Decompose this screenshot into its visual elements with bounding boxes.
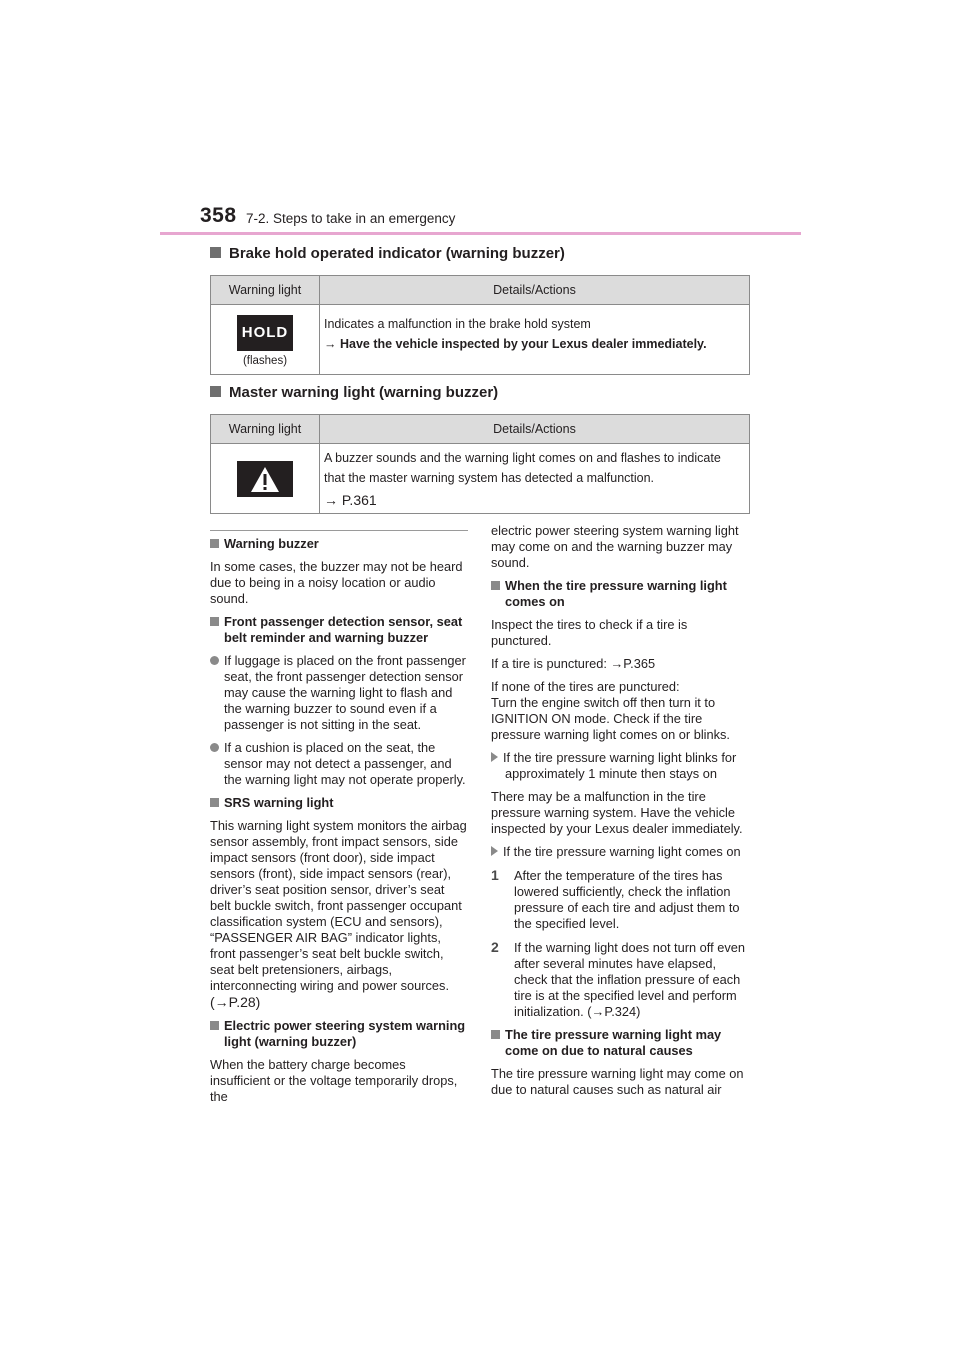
right-column [491, 523, 749, 1105]
icon-caption: (flashes) [242, 355, 288, 367]
subhead-srs: SRS warning light [210, 795, 468, 811]
square-bullet-icon [210, 386, 221, 397]
subhead-tire-pressure: When the tire pressure warning light comes on [491, 578, 749, 610]
detail-text: A buzzer sounds and the warning light comes on and flashes to indicate that the master warning system has detected a malfunction. [324, 451, 721, 485]
col-header-warning-light: Warning light [211, 276, 320, 305]
list-item: If luggage is placed on the front passenger seat, the front passenger detection sensor may cause the warning light to flash and the warning buzzer to sound even if a passenger is not sitting in the seat. [210, 653, 468, 733]
square-bullet-icon [491, 581, 500, 590]
col-header-warning-light: Warning light [211, 415, 320, 444]
details-cell [320, 444, 750, 514]
paragraph: Inspect the tires to check if a tire is punctured. [491, 617, 688, 648]
square-bullet-icon [210, 1021, 219, 1030]
srs-page-ref: (→P.28) [210, 994, 261, 1010]
paragraph: If none of the tires are punctured: Turn the engine switch off then turn it to IGNITION ON mode. Check if the tire pressure warning light comes on or blinks. [491, 679, 730, 742]
subhead-front-passenger: Front passenger detection sensor, seat belt reminder and warning buzzer [210, 614, 468, 646]
detail-action: → Have the vehicle inspected by your Lexus dealer immediately. [324, 337, 707, 351]
details-cell [320, 305, 750, 375]
left-column [210, 536, 468, 1112]
subhead-natural-causes: The tire pressure warning light may come on due to natural causes [491, 1027, 749, 1059]
step-item: 1 After the temperature of the tires has lowered sufficiently, check the inflation pressure of each tire and adjust them to the specified level. [491, 867, 740, 931]
warning-light-cell [211, 305, 320, 375]
triangle-bullet-icon [491, 846, 498, 856]
section-title-text: Brake hold operated indicator (warning buzzer) [229, 245, 565, 262]
paragraph: There may be a malfunction in the tire pressure warning system. Have the vehicle inspected by your Lexus dealer immediately. [491, 789, 743, 836]
subhead-comes-on: If the tire pressure warning light comes on [491, 844, 749, 860]
col-header-details: Details/Actions [320, 415, 750, 444]
section-title-master-warning [210, 384, 498, 401]
subhead-blinks: If the tire pressure warning light blinks for approximately 1 minute then stays on [491, 750, 749, 782]
section-title-text: Master warning light (warning buzzer) [229, 384, 499, 401]
master-warning-table [210, 414, 750, 514]
step-item: 2 If the warning light does not turn off even after several minutes have elapsed, check that the inflation pressure of each tire is at the specified level and perform initialization. (→P.324) [491, 939, 745, 1019]
warning-light-cell [211, 444, 320, 514]
subhead-eps: Electric power steering system warning light (warning buzzer) [210, 1018, 468, 1050]
header-rule [160, 232, 801, 235]
square-bullet-icon [491, 1030, 500, 1039]
chapter-title: 7-2. Steps to take in an emergency [246, 211, 456, 226]
detail-text: Indicates a malfunction in the brake hold system [324, 317, 591, 331]
circle-bullet-icon [210, 743, 219, 752]
brake-hold-table [210, 275, 750, 375]
paragraph: electric power steering system warning light may come on and the warning buzzer may sound. [491, 523, 739, 570]
subhead-warning-buzzer: Warning buzzer [210, 536, 468, 552]
square-bullet-icon [210, 539, 219, 548]
square-bullet-icon [210, 247, 221, 258]
circle-bullet-icon [210, 656, 219, 665]
list-item: If a cushion is placed on the seat, the sensor may not detect a passenger, and the warning light may not operate properly. [210, 740, 468, 788]
step-number: 2 [491, 939, 499, 955]
col-header-details: Details/Actions [320, 276, 750, 305]
section-title-brake-hold [210, 245, 565, 262]
triangle-bullet-icon [491, 752, 498, 762]
step-number: 1 [491, 867, 499, 883]
square-bullet-icon [210, 798, 219, 807]
table-header-row [211, 415, 750, 444]
paragraph: The tire pressure warning light may come on due to natural causes such as natural air [491, 1066, 744, 1097]
detail-ref: → P.361 [324, 492, 377, 508]
table-header-row [211, 276, 750, 305]
master-warning-icon [237, 461, 293, 497]
paragraph: This warning light system monitors the airbag sensor assembly, front impact sensors, side impact sensors (front door), side impact sensors (front), side impact sensors (rear), driver’s seat position sensor, driver’s seat belt buckle switch, front passenger occupant classification system (ECU and sensors), “PASSENGER AIR BAG” indicator lights, front passenger’s seat belt buckle switch, seat belt pretensioners, airbags, interconnecting wiring and power sources. (→P.28) [210, 818, 467, 1010]
paragraph: When the battery charge becomes insufficient or the voltage temporarily drops, the [210, 1057, 458, 1104]
square-bullet-icon [210, 617, 219, 626]
hold-icon: HOLD [237, 315, 293, 351]
table-row [211, 305, 750, 375]
table-row [211, 444, 750, 514]
page-number: 358 [200, 204, 237, 227]
column-rule [210, 530, 468, 531]
paragraph: In some cases, the buzzer may not be heard due to being in a noisy location or audio sound. [210, 559, 463, 606]
paragraph: If a tire is punctured: →P.365 [491, 656, 656, 671]
